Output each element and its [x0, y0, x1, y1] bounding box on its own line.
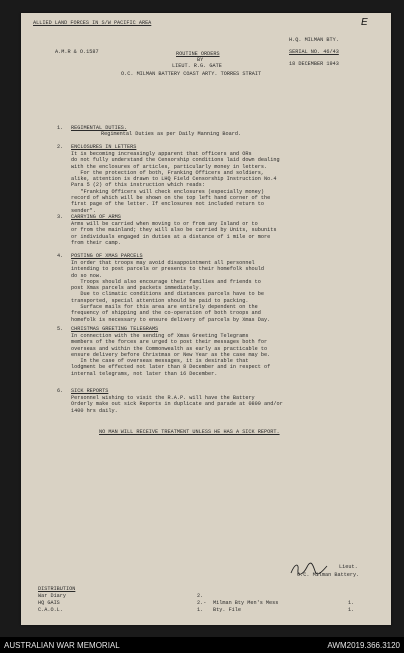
archive-footer [0, 637, 404, 653]
item-6-body: Personnel wishing to visit the R.A.P. will have the Battery Orderly make out sick Reports in duplicate and parade at 0800 and/or 1400 hrs daily. [71, 395, 283, 414]
date-line: 18 DECEMBER 1943 [289, 61, 339, 67]
item-3-number: 3. [57, 214, 64, 220]
corner-mark: E [361, 17, 368, 28]
footer-accession-number: AWM2019.366.3120 [327, 641, 400, 650]
footer-institution: AUSTRALIAN WAR MEMORIAL [4, 641, 120, 650]
signer-title: O.C. Milman Battery. [297, 572, 360, 578]
item-5-body: In connection with the sending of Xmas Greeting Telegrams members of the forces are urged to post their messages both for overseas and within the Commonwealth as early as practicable to ensure delivery before Christmas or New Year as the case may be. In the case of overseas messages, it is desirable that lodgment be effected not later than 8 December and in respect of internal telegrams, not later than 16 December. [71, 333, 271, 377]
item-2-body: It is becoming increasingly apparent that officers and ORs do not fully understand the Censorship conditions laid down dealing with the enclosures of articles, particularly money in letters. For the protection of both, Franking Officers and soldiers, alike, attention is drawn to LHQ Field Censorship Instruction No.4 Para 5 (2) of this instruction which reads: "Franking Officers will check enclosures (especially money) record of which will be shown on the top left hand corner of the first page of the letter. If enclosures not included return to sender". [71, 151, 280, 214]
title-line-2: BY [197, 57, 204, 63]
reference-number: A.M.R & O.1587 [55, 49, 99, 55]
item-4-body: In order that troops may avoid disappointment all personnel intending to post parcels or presents to their homefolk should do so now. Troops should also encourage their families and friends to post Xmas parcels and packets immediately. Due to climatic conditions and distances parcels have to be transported, special attention should be paid to packing. Surface mails for this area are entirely dependent on the frequency of shipping and the co-operation of both troops and homefolk is necessary to ensure delivery of parcels by Xmas Day. [71, 260, 271, 323]
serial-number: SERIAL NO. 46/43 [289, 49, 339, 55]
dist-right-1: Milman Bty Men's Mess [213, 600, 279, 606]
item-3-body: Arms will be carried when moving to or from any Island or to or from the mainland; they will also be carried by Units, subunits or individuals engaged in duties at a distance of 1 mile or more from their camp. [71, 221, 277, 246]
item-1-body: Regimental Duties as per Daily Manning Board. [101, 131, 242, 137]
document-page [21, 13, 391, 625]
dist-left-1: War Diary [38, 593, 67, 599]
item-6-heading: SICK REPORTS [71, 388, 109, 394]
dist-mid-1: 2. [197, 593, 204, 599]
dist-right-num-1: 1. [348, 600, 355, 606]
item-2-heading: ENCLOSURES IN LETTERS [71, 144, 137, 150]
item-4-number: 4. [57, 253, 64, 259]
item-3-heading: CARRYING OF ARMS [71, 214, 121, 220]
dist-right-2: Bty. File [213, 607, 242, 613]
title-line-4: O.C. MILMAN BATTERY COAST ARTY. TORRES STRAIT [121, 71, 262, 77]
dist-mid-3: 1. [197, 607, 204, 613]
item-2-number: 2. [57, 144, 64, 150]
item-5-number: 5. [57, 326, 64, 332]
classification-header: ALLIED LAND FORCES IN S/W PACIFIC AREA [33, 20, 152, 26]
item-1-heading: REGIMENTAL DUTIES. [71, 125, 128, 131]
dist-mid-2: 2.- [197, 600, 207, 606]
signer-rank: Lieut. [339, 564, 358, 570]
hq-line: H.Q. MILMAN BTY. [289, 37, 339, 43]
title-line-3: LIEUT. R.G. GATE [172, 63, 222, 69]
closing-notice: NO MAN WILL RECEIVE TREATMENT UNLESS HE HAS A SICK REPORT. [99, 429, 280, 435]
dist-left-2: HQ GAIS [38, 600, 60, 606]
item-5-heading: CHRISTMAS GREETING TELEGRAMS [71, 326, 159, 332]
distribution-heading: DISTRIBUTION [38, 586, 76, 592]
title-line-1: ROUTINE ORDERS [176, 51, 220, 57]
dist-right-num-2: 1. [348, 607, 355, 613]
item-1-number: 1. [57, 125, 64, 131]
dist-left-3: C.A.O.L. [38, 607, 63, 613]
item-4-heading: POSTING OF XMAS PARCELS [71, 253, 143, 259]
item-6-number: 6. [57, 388, 64, 394]
